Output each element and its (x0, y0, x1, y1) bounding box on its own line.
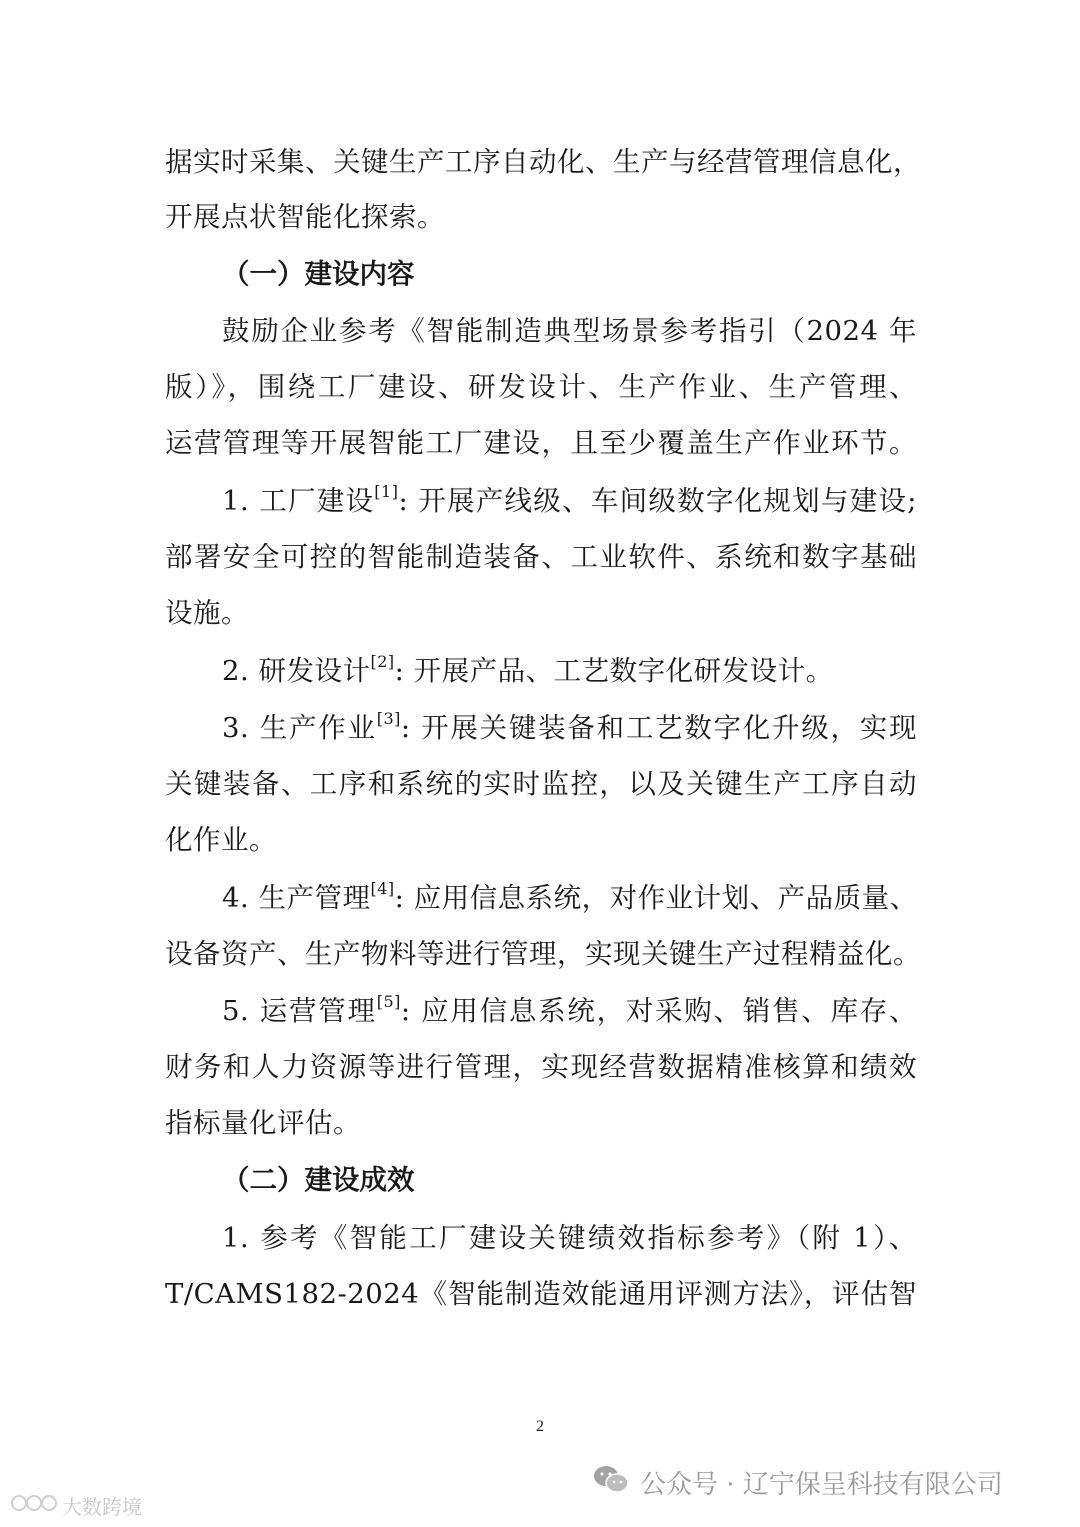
body-line: 部署安全可控的智能制造装备、工业软件、系统和数字基础 (165, 541, 917, 573)
section-heading: （二）建设成效 (222, 1164, 415, 1196)
list-item: 1. 工厂建设[1]: 开展产线级、车间级数字化规划与建设; (222, 482, 917, 517)
body-line: 1. 参考《智能工厂建设关键绩效指标参考》（附 1）、 (222, 1222, 917, 1254)
watermark-brand (10, 1490, 142, 1520)
body-line: 运营管理等开展智能工厂建设，且至少覆盖生产作业环节。 (165, 427, 917, 459)
body-line: 鼓励企业参考《智能制造典型场景参考指引（2024 年 (222, 315, 917, 347)
body-line: 财务和人力资源等进行管理，实现经营数据精准核算和绩效 (165, 1051, 917, 1083)
body-line: 设施。 (165, 597, 249, 629)
watermark-brand-label: 大数跨境 (62, 1494, 142, 1519)
body-line: 关键装备、工序和系统的实时监控，以及关键生产工序自动 (165, 768, 917, 800)
logo-icon (10, 1491, 58, 1520)
page-number: 2 (536, 1418, 544, 1435)
body-line: 设备资产、生产物料等进行管理，实现关键生产过程精益化。 (165, 938, 921, 970)
section-heading: （一）建设内容 (222, 258, 415, 290)
wechat-icon (592, 1463, 630, 1502)
list-item: 2. 研发设计[2]: 开展产品、工艺数字化研发设计。 (222, 652, 834, 687)
watermark-account (592, 1462, 1003, 1502)
watermark-account-label: 公众号 · 辽宁保呈科技有限公司 (640, 1469, 1003, 1500)
list-item: 4. 生产管理[4]: 应用信息系统，对作业计划、产品质量、 (222, 879, 918, 914)
body-line: 版）》，围绕工厂建设、研发设计、生产作业、生产管理、 (165, 371, 917, 403)
list-item: 5. 运营管理[5]: 应用信息系统，对采购、销售、库存、 (222, 992, 917, 1027)
body-line: 指标量化评估。 (165, 1107, 361, 1139)
body-line: 据实时采集、关键生产工序自动化、生产与经营管理信息化， (165, 146, 921, 178)
body-line: 化作业。 (165, 824, 277, 856)
list-item: 3. 生产作业[3]: 开展关键装备和工艺数字化升级，实现 (222, 709, 917, 744)
body-line: T/CAMS182-2024《智能制造效能通用评测方法》，评估智 (165, 1278, 917, 1310)
body-line: 开展点状智能化探索。 (165, 201, 445, 233)
